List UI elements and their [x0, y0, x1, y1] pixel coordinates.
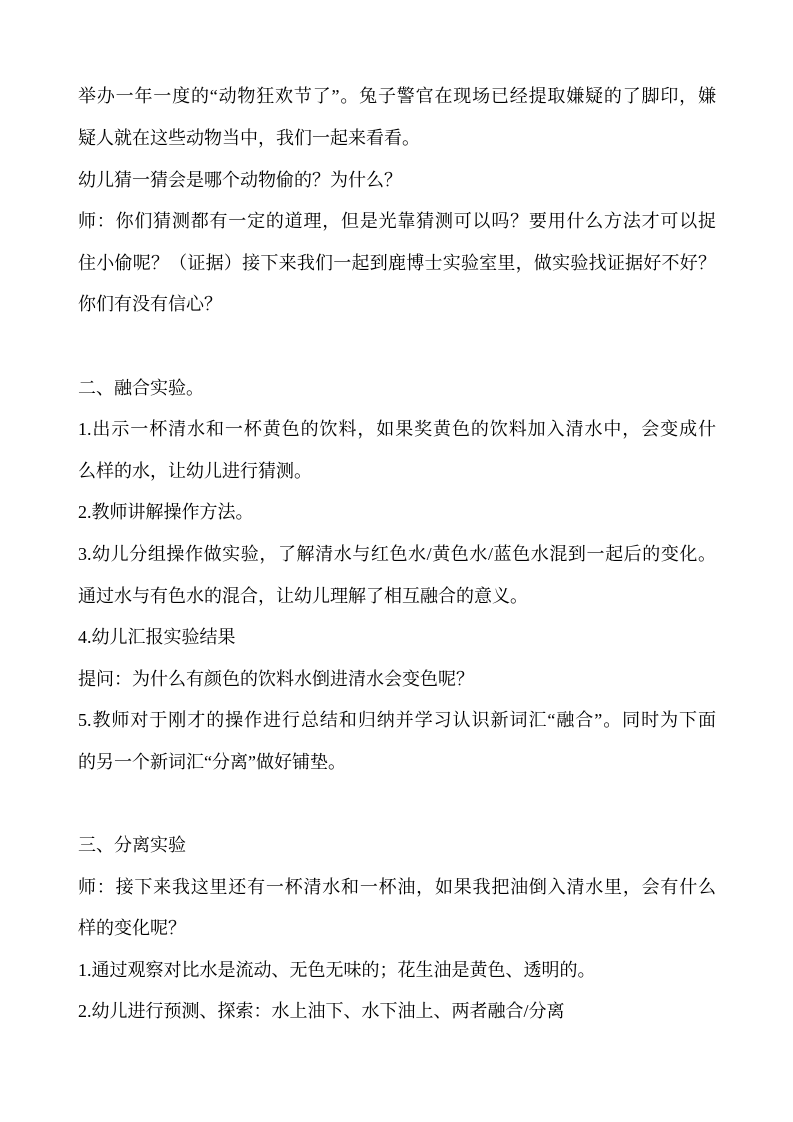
paragraph-step-4: [78, 617, 716, 659]
text-line: 疑人就在这些动物当中，我们一起来看看。: [78, 127, 420, 148]
text-line: 1.通过观察对比水是流动、无色无味的；花生油是黄色、透明的。: [78, 959, 596, 980]
section-heading: 二、融合实验。: [78, 377, 204, 398]
text-line: 2.教师讲解操作方法。: [78, 502, 254, 523]
text-line: 4.幼儿汇报实验结果: [78, 627, 236, 648]
blank-line: [78, 783, 793, 825]
text-line: 通过水与有色水的混合，让幼儿理解了相互融合的意义。: [78, 585, 528, 606]
paragraph-step-1: [78, 950, 716, 992]
text-line: 1.出示一杯清水和一杯黄色的饮料，如果奖黄色的饮料加入清水中，会变成什: [78, 419, 716, 440]
text-line: 你们有没有信心？: [78, 294, 222, 315]
text-line: 样的变化呢？: [78, 918, 186, 939]
text-line: 5.教师对于刚才的操作进行总结和归纳并学习认识新词汇“融合”。同时为下面: [78, 710, 716, 731]
paragraph-step-5: [78, 700, 716, 783]
text-line: 2.幼儿进行预测、探索：水上油下、水下油上、两者融合/分离: [78, 1001, 565, 1022]
text-line: 师：接下来我这里还有一杯清水和一杯油，如果我把油倒入清水里，会有什么: [78, 876, 716, 897]
text-line: 住小偷呢？（证据）接下来我们一起到鹿博士实验室里，做实验找证据好不好？: [78, 252, 716, 273]
paragraph-step-1: [78, 409, 716, 492]
text-line: 幼儿猜一猜会是哪个动物偷的？为什么？: [78, 169, 402, 190]
paragraph-teacher-question: [78, 201, 716, 326]
paragraph-step-2: [78, 492, 716, 534]
text-line: 3.幼儿分组操作做实验，了解清水与红色水/黄色水/蓝色水混到一起后的变化。: [78, 543, 716, 564]
text-line: 的另一个新词汇“分离”做好铺垫。: [78, 751, 346, 772]
intro-section: [78, 76, 716, 326]
blank-line: [78, 326, 793, 368]
text-line: 提问：为什么有颜色的饮料水倒进清水会变色呢？: [78, 668, 474, 689]
text-line: 么样的水，让幼儿进行猜测。: [78, 460, 312, 481]
paragraph-step-2: [78, 991, 716, 1033]
paragraph-step-3: [78, 534, 716, 617]
text-line: 举办一年一度的“动物狂欢节了”。兔子警官在现场已经提取嫌疑的了脚印，嫌: [78, 86, 716, 107]
paragraph-suspect-intro: [78, 76, 716, 159]
section-separation-experiment: [78, 825, 716, 1033]
section-heading: 三、分离实验: [78, 835, 186, 856]
text-line: 师：你们猜测都有一定的道理，但是光靠猜测可以吗？要用什么方法才可以捉: [78, 211, 716, 232]
paragraph-teacher-intro: [78, 867, 716, 950]
paragraph-guess: [78, 160, 716, 202]
paragraph-question: [78, 659, 716, 701]
section-fusion-experiment: [78, 368, 716, 784]
